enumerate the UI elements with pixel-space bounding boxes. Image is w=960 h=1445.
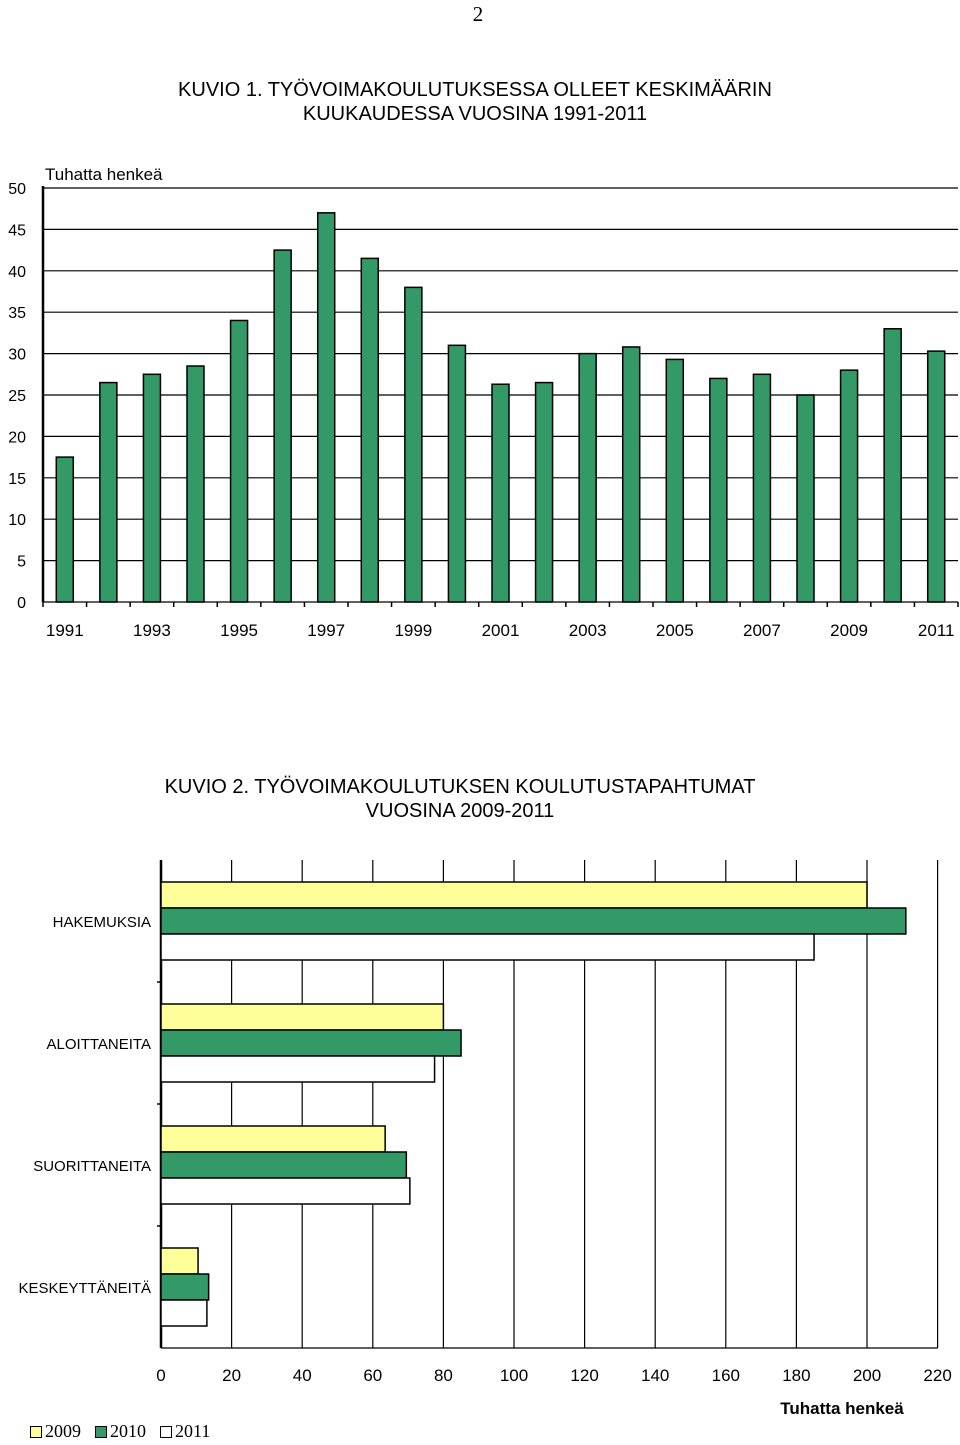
x-tick-label: 140 [641,1366,670,1385]
x-tick-label-1997: 1997 [307,621,346,640]
bar-hakemuksia-2011 [161,934,814,960]
legend-swatch-2011 [160,1426,172,1438]
legend-item-2010 [95,1421,146,1442]
category-label-1: ALOITTANEITA [46,1036,151,1053]
chart2-title-line2: VUOSINA 2009-2011 [365,800,555,822]
y-tick-label: 5 [17,553,26,571]
bar-hakemuksia-2010 [161,908,906,934]
legend-label-2011: 2011 [175,1421,211,1441]
x-tick-label: 80 [433,1366,453,1385]
x-tick-label-1999: 1999 [394,621,433,640]
y-tick-label: 40 [8,263,26,281]
bar-suorittaneita-2009 [161,1126,385,1152]
x-tick-label: 60 [363,1366,383,1385]
x-tick-label-1991: 1991 [45,621,84,640]
x-tick-label-2007: 2007 [743,621,781,640]
bar-aloittaneita-2010 [161,1030,461,1056]
chart1-title-line1: KUVIO 1. TYÖVOIMAKOULUTUKSESSA OLLEET KESKIMÄÄRIN [178,79,772,101]
x-tick-label: 160 [711,1366,740,1385]
legend-label-2009: 2009 [45,1421,81,1441]
x-tick-label-2005: 2005 [655,621,694,640]
x-tick-label: 180 [782,1366,811,1385]
x-tick-label: 220 [923,1366,952,1385]
x-tick-label-2011: 2011 [917,621,955,640]
bar-keskeyttäneitä-2011 [161,1300,207,1326]
x-tick-label: 40 [292,1366,312,1385]
y-tick-label: 10 [8,512,26,530]
bar-aloittaneita-2009 [161,1004,443,1030]
chart1-title-line2: KUUKAUDESSA VUOSINA 1991-2011 [302,103,648,125]
x-tick-label: 200 [852,1366,882,1385]
legend-label-2010: 2010 [110,1421,146,1441]
bar-aloittaneita-2011 [161,1056,435,1082]
x-tick-label: 20 [222,1366,242,1385]
y-tick-label: 25 [8,388,26,405]
legend-item-2009 [30,1421,81,1442]
chart2-legend [30,1421,210,1442]
x-tick-label-2009: 2009 [830,621,868,640]
x-tick-label: 100 [499,1366,529,1385]
x-tick-label-1993: 1993 [133,621,171,640]
unit-label: Tuhatta henkeä [45,165,163,184]
y-tick-label: 50 [8,181,26,198]
x-tick-label-1995: 1995 [220,621,258,640]
x-axis-label: Tuhatta henkeä [780,1399,904,1418]
bar-hakemuksia-2009 [161,882,867,908]
x-tick-label: 120 [570,1366,599,1385]
bar-suorittaneita-2010 [161,1152,406,1178]
x-tick-label-2001: 2001 [481,621,520,640]
x-tick-label-2003: 2003 [568,621,607,640]
chart2-title-line1: KUVIO 2. TYÖVOIMAKOULUTUKSEN KOULUTUSTAPAHTUMAT [164,776,756,798]
bar-keskeyttäneitä-2009 [161,1248,198,1274]
category-label-3: KESKEYTTÄNEITÄ [18,1280,151,1297]
y-tick-label: 30 [8,346,26,364]
legend-item-2011 [160,1421,210,1442]
x-tick-label: 0 [156,1366,166,1385]
y-tick-label: 0 [17,595,26,612]
legend-swatch-2010 [95,1426,107,1438]
y-tick-label: 20 [8,429,26,447]
legend-swatch-2009 [30,1426,42,1438]
y-tick-label: 35 [8,305,26,323]
category-label-0: HAKEMUKSIA [52,914,151,931]
y-tick-label: 45 [8,222,26,240]
bar-keskeyttäneitä-2010 [161,1274,209,1300]
y-tick-label: 15 [8,470,26,488]
page-number: 2 [472,2,484,26]
bar-suorittaneita-2011 [161,1178,410,1204]
category-label-2: SUORITTANEITA [33,1158,151,1175]
